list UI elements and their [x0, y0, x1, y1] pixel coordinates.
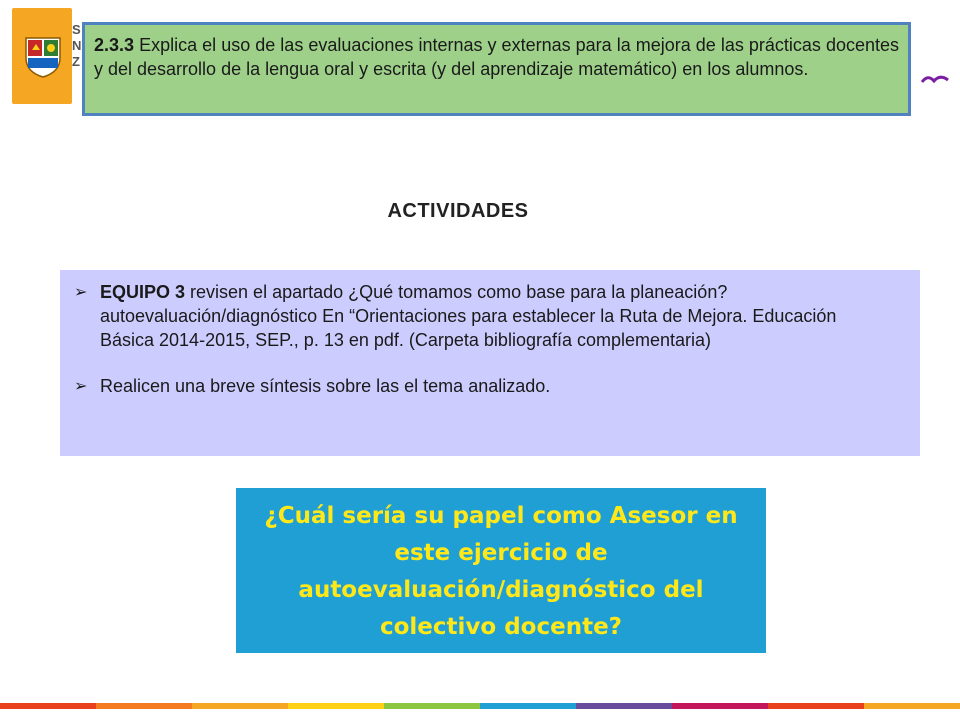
- footer-strip-segment: [480, 703, 576, 709]
- footer-strip-segment: [672, 703, 768, 709]
- competency-text: Explica el uso de las evaluaciones internas y externas para la mejora de las prácticas docentes y del desarrollo de la lengua oral y escrita (y del aprendizaje matemático) en los alumnos.: [94, 35, 899, 79]
- arrow-bullet-icon: ➢: [74, 284, 88, 301]
- footer-strip-segment: [768, 703, 864, 709]
- competency-box: [82, 22, 911, 116]
- competency-code: 2.3.3: [94, 35, 135, 55]
- footer-strip-segment: [864, 703, 960, 709]
- arrow-bullet-icon: ➢: [74, 378, 88, 395]
- logo-panel: [12, 8, 72, 104]
- partner-logo-icon: [920, 72, 950, 86]
- list-item: [74, 280, 890, 352]
- activity-text: Realicen una breve síntesis sobre las el tema analizado.: [100, 376, 551, 396]
- list-item: [74, 374, 890, 398]
- logo-letter: Z: [72, 54, 80, 69]
- activity-text: revisen el apartado ¿Qué tomamos como base para la planeación? autoevaluación/diagnóstico En “Orientaciones para establecer la Ruta de Mejora. Educación Básica 2014-2015, SEP., p. 13 en pdf. (Carpeta bibliografía complementaria): [100, 282, 837, 350]
- footer-color-strip: [0, 703, 960, 709]
- question-box: [236, 488, 766, 653]
- logo-letter: N: [72, 38, 82, 53]
- footer-strip-segment: [384, 703, 480, 709]
- footer-strip-segment: [288, 703, 384, 709]
- footer-strip-segment: [576, 703, 672, 709]
- footer-strip-segment: [192, 703, 288, 709]
- team-label: EQUIPO 3: [100, 282, 186, 302]
- logo-letter: S: [72, 22, 81, 37]
- activities-box: [60, 270, 920, 456]
- footer-strip-segment: [0, 703, 96, 709]
- footer-strip-segment: [96, 703, 192, 709]
- page-title: ACTIVIDADES: [387, 200, 529, 222]
- question-text: ¿Cuál sería su papel como Asesor en este ejercicio de autoevaluación/diagnóstico del colectivo docente?: [264, 503, 738, 640]
- state-shield-logo-icon: [24, 36, 62, 78]
